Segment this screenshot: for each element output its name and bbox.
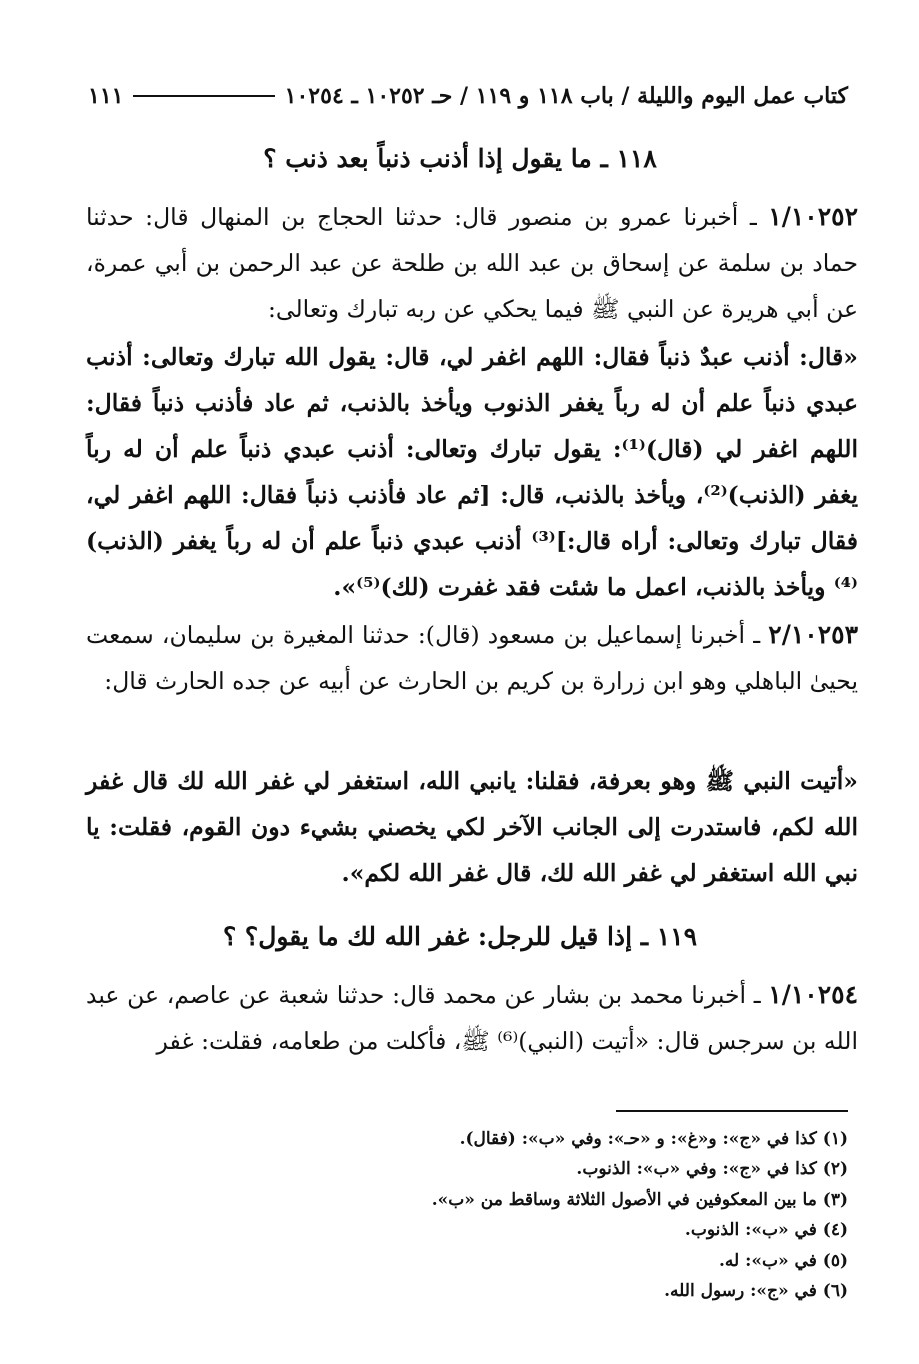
hadith-entry-10254 (86, 972, 858, 1064)
isnad-text: ـ أخبرنا إسماعيل بن مسعود (قال): حدثنا المغيرة بن سليمان، سمعت يحيىٰ الباهلي وهو ابن زرارة بن كريم بن الحارث عن أبيه عن جده الحارث قال: (86, 621, 858, 695)
footnote: (٢) كذا في «ج»: وفي «ب»: الذنوب. (576, 1159, 848, 1180)
header-title: كتاب عمل اليوم والليلة / باب ١١٨ و ١١٩ / حـ ١٠٢٥٢ ـ ١٠٢٥٤ (284, 83, 848, 109)
section-title-118: ١١٨ ـ ما يقول إذا أذنب ذنباً بعد ذنب ؟ (263, 144, 657, 173)
footnote: (٤) في «ب»: الذنوب. (684, 1220, 848, 1241)
isnad-text: ـ أخبرنا محمد بن بشار عن محمد قال: حدثنا شعبة عن عاصم، عن عبد الله بن سرجس قال: «أتيت (النبي)⁽⁶⁾ ﷺ، فأكلت من طعامه، فقلت: غفر (86, 981, 858, 1055)
page-number: ١١١ (88, 83, 124, 109)
footnotes (300, 1124, 848, 1306)
hadith-text-10253: «أتيت النبي ﷺ وهو بعرفة، فقلنا: يانبي الله، استغفر لي غفر الله لك قال غفر الله لكم، فاستدرت إلى الجانب الآخر لكي يخصني بشيء دون القوم، فقلت: يا نبي الله استغفر لي غفر الله لك، قال غفر الله لكم». (86, 767, 858, 887)
hadith-text-10252: «قال: أذنب عبدٌ ذنباً فقال: اللهم اغفر لي، قال: يقول الله تبارك وتعالى: أذنب عبدي ذنباً علم أن له رباً يغفر الذنوب ويأخذ بالذنب، ثم عاد فأذنب ذنباً فقال: اللهم اغفر لي (قال)⁽¹⁾: يقول تبارك وتعالى: أذنب عبدي ذنباً علم أن له رباً يغفر (الذنب)⁽²⁾، ويأخذ بالذنب، قال: [ثم عاد فأذنب ذنباً فقال: اللهم اغفر لي، فقال تبارك وتعالى: أراه قال:]⁽³⁾ أذنب عبدي ذنباً علم أن له رباً يغفر (الذنب)⁽⁴⁾ ويأخذ بالذنب، اعمل ما شئت فقد غفرت (لك)⁽⁵⁾». (86, 343, 858, 601)
hadith-number: ١/١٠٢٥٢ (768, 202, 858, 231)
isnad-text: ـ أخبرنا عمرو بن منصور قال: حدثنا الحجاج بن المنهال قال: حدثنا حماد بن سلمة عن إسحاق بن عبد الله بن طلحة عن عبد الرحمن بن أبي عمرة، عن أبي هريرة عن النبي ﷺ فيما يحكي عن ربه تبارك وتعالى: (86, 203, 858, 323)
footnote: (٥) في «ب»: له. (718, 1250, 848, 1271)
footnote: (١) كذا في «ج»: و«غ»: و «حـ»: وفي «ب»: (فقال). (459, 1129, 848, 1149)
footnote-separator (616, 1110, 848, 1112)
hadith-entry-10253 (86, 612, 858, 704)
footnote: (٦) في «ج»: رسول الله. (664, 1281, 848, 1302)
hadith-number: ٢/١٠٢٥٣ (768, 620, 858, 649)
hadith-number: ١/١٠٢٥٤ (768, 980, 858, 1009)
footnote: (٣) ما بين المعكوفين في الأصول الثلاثة وساقط من «ب». (431, 1189, 848, 1210)
section-title-119: ١١٩ ـ إذا قيل للرجل: غفر الله لك ما يقول؟ ؟ (222, 922, 698, 951)
header-rule (133, 95, 274, 97)
hadith-entry-10252 (86, 194, 858, 332)
running-header (88, 76, 848, 116)
